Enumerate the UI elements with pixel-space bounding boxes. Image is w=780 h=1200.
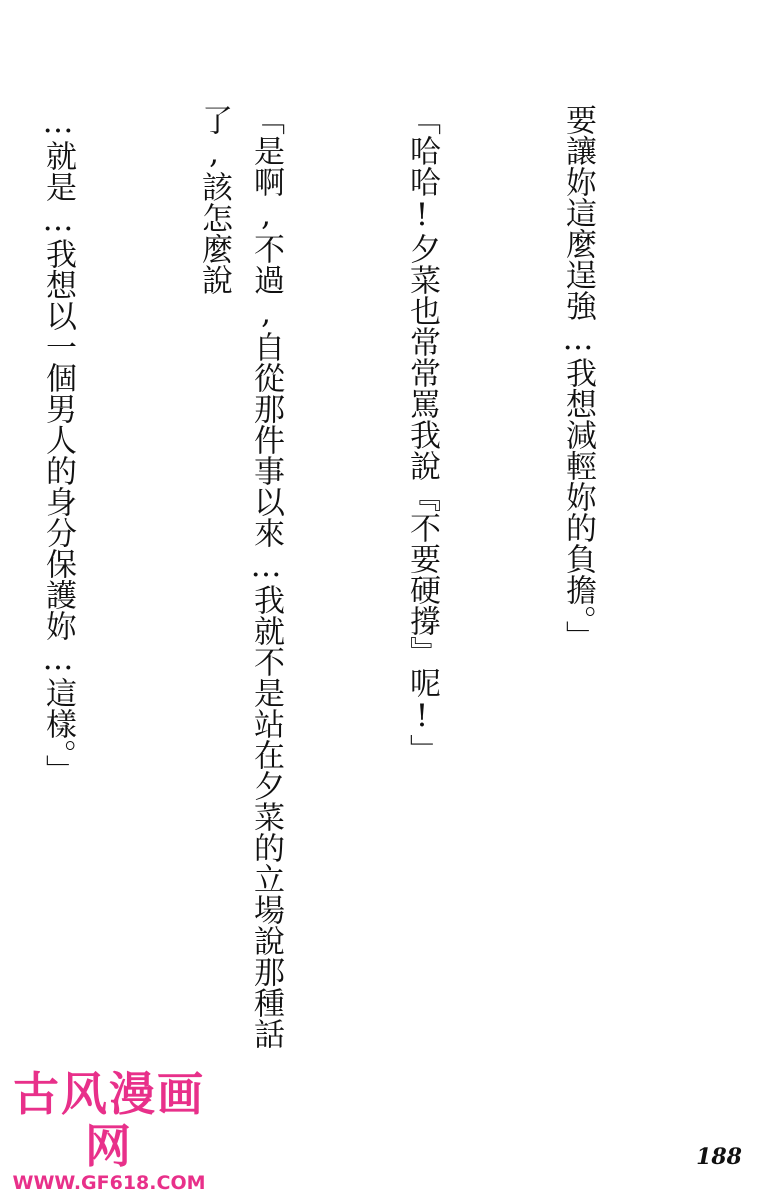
text-line: 要讓妳這麼逞強…我想減輕妳的負擔。」 bbox=[560, 104, 596, 652]
novel-text-block bbox=[0, 104, 708, 1104]
watermark-title: 古风漫画网 bbox=[13, 1067, 205, 1173]
text-line: …就是…我想以一個男人的身分保護妳…這樣。」 bbox=[40, 104, 76, 786]
watermark-url: WWW.GF618.COM bbox=[12, 1172, 206, 1194]
text-line: 「是啊,不過,自從那件事以來…我就不是站在夕菜的立場說那種話了,該怎麼說 bbox=[196, 104, 284, 1049]
text-line: 「哈哈!夕菜也常常罵我說『不要硬撐』呢!」 bbox=[404, 104, 440, 765]
watermark-logo bbox=[4, 1068, 214, 1194]
page-number: 188 bbox=[696, 1144, 742, 1170]
